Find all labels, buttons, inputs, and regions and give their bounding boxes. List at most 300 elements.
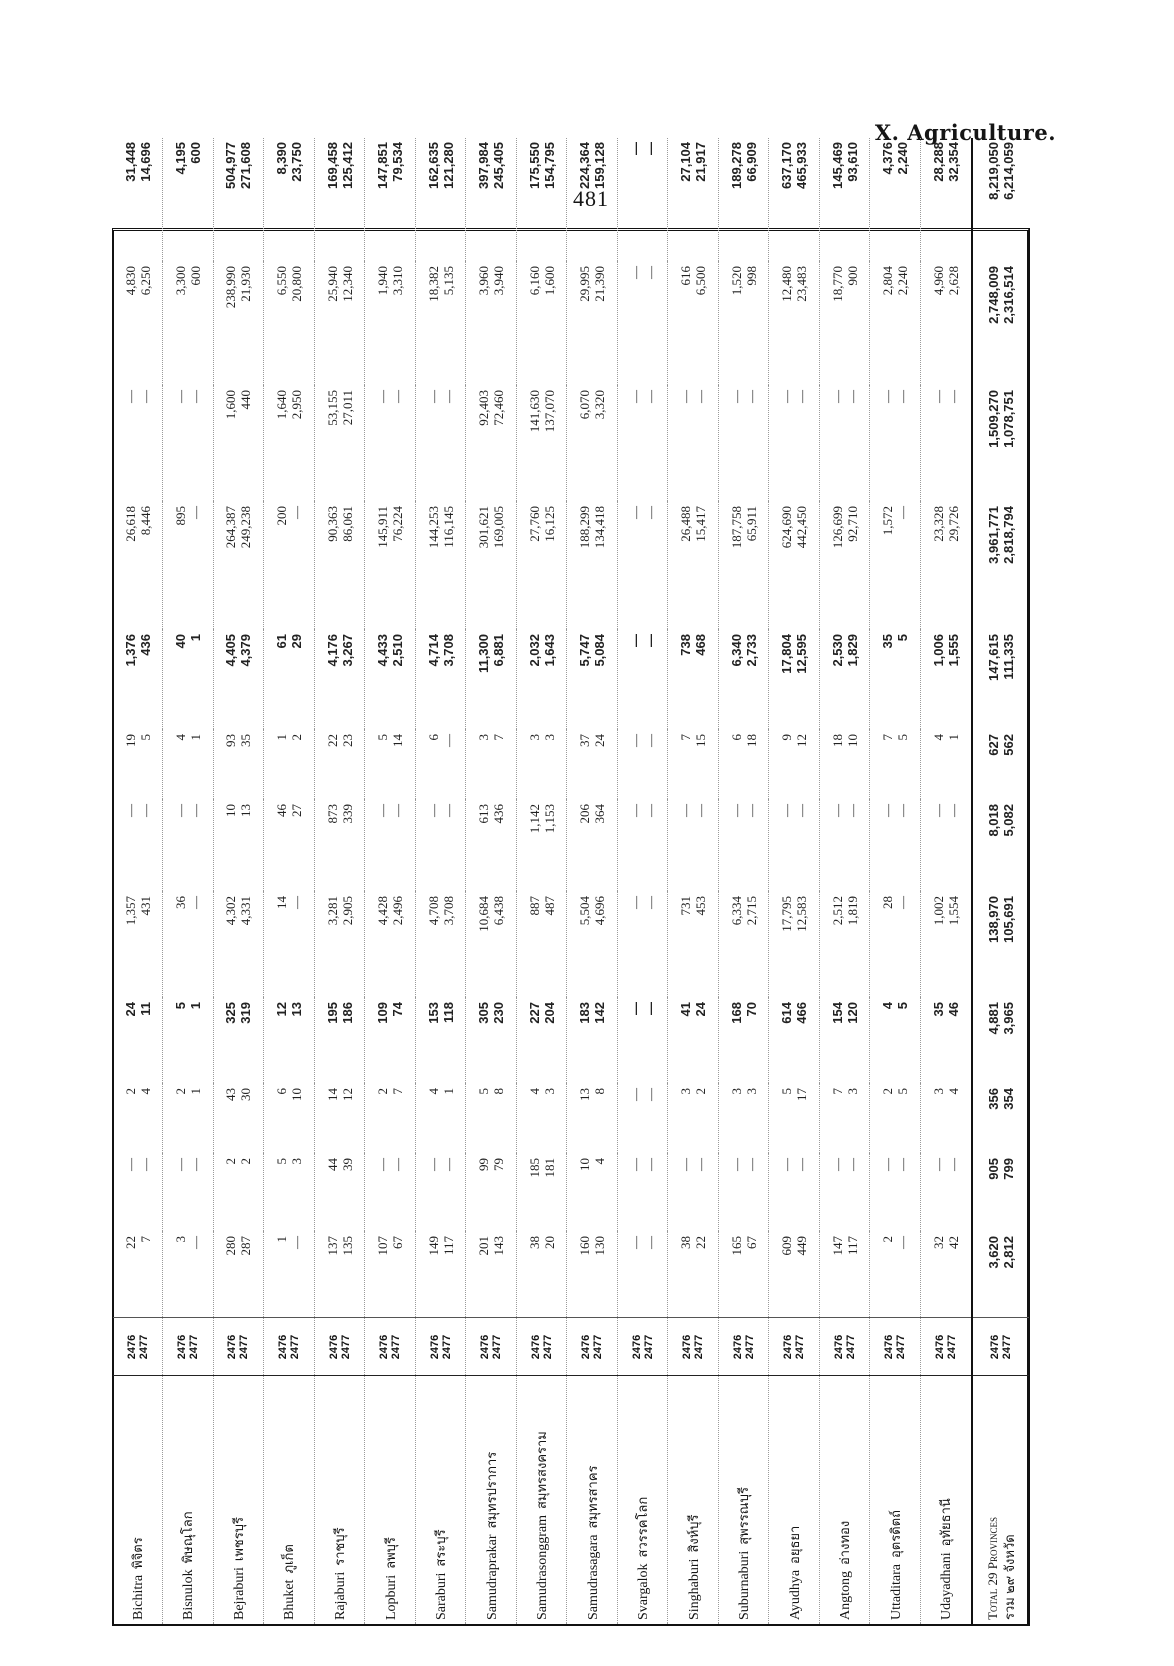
value-cell bbox=[870, 386, 921, 502]
value-2477: 2477 bbox=[693, 1334, 706, 1360]
value-2477: 12 bbox=[794, 734, 810, 747]
value-cell bbox=[668, 262, 719, 386]
value-2476: — bbox=[779, 390, 795, 403]
value-2476: — bbox=[728, 1158, 744, 1171]
value-2476: — bbox=[172, 1158, 188, 1171]
value-2476: 238,990 bbox=[223, 266, 239, 309]
value-2477: — bbox=[945, 1158, 961, 1171]
value-2476: — bbox=[627, 634, 643, 647]
value-2477: 453 bbox=[693, 896, 709, 916]
value-2477: — bbox=[642, 390, 658, 403]
value-cell bbox=[415, 1154, 466, 1232]
value-cell bbox=[769, 892, 820, 998]
table-row bbox=[819, 138, 870, 1624]
value-2476: 93 bbox=[223, 734, 239, 747]
value-2477: 74 bbox=[390, 1002, 406, 1017]
value-2477: — bbox=[288, 1236, 304, 1249]
value-cell bbox=[365, 1154, 416, 1232]
value-2476: 168 bbox=[728, 1002, 744, 1024]
value-cell bbox=[819, 800, 870, 892]
value-2476: — bbox=[375, 1158, 391, 1171]
value-2477: 5 bbox=[895, 1088, 911, 1095]
value-2476: 609 bbox=[779, 1236, 795, 1256]
value-cell bbox=[769, 262, 820, 386]
value-2477: 7 bbox=[137, 1236, 153, 1243]
value-2477: 8 bbox=[491, 1088, 507, 1095]
value-cell bbox=[415, 1232, 466, 1318]
value-2477: 2477 bbox=[440, 1334, 453, 1360]
value-2476: 4,433 bbox=[375, 634, 391, 667]
value-2477: 46 bbox=[945, 1002, 961, 1017]
total-label-th: รวม ๒๙ จังหวัด bbox=[1001, 1534, 1017, 1620]
value-2477: 3 bbox=[743, 1088, 759, 1095]
value-2476: — bbox=[930, 390, 946, 403]
value-2477: 2,733 bbox=[743, 634, 759, 667]
value-2476: 41 bbox=[678, 1002, 694, 1017]
value-cell bbox=[516, 800, 567, 892]
value-2476: — bbox=[172, 390, 188, 403]
value-2476: 5 bbox=[273, 1158, 289, 1165]
value-2476: 2476 bbox=[226, 1334, 239, 1360]
value-2476: 2 bbox=[880, 1088, 896, 1095]
value-2477: — bbox=[390, 1158, 406, 1171]
value-2477: — bbox=[137, 390, 153, 403]
value-2476: 138,970 bbox=[985, 896, 1001, 943]
value-2477: — bbox=[642, 896, 658, 909]
value-2477: 2,715 bbox=[743, 896, 759, 926]
value-2476: — bbox=[627, 142, 643, 155]
year-cell bbox=[920, 1318, 971, 1376]
value-2476: 35 bbox=[930, 1002, 946, 1017]
value-cell bbox=[415, 1084, 466, 1154]
value-cell bbox=[113, 800, 163, 892]
value-cell bbox=[668, 1232, 719, 1318]
value-cell bbox=[466, 502, 517, 630]
value-cell bbox=[213, 630, 264, 730]
value-2476: 5 bbox=[779, 1088, 795, 1095]
value-cell bbox=[718, 998, 769, 1084]
table-viewport bbox=[113, 142, 1029, 1624]
value-cell bbox=[113, 998, 163, 1084]
province-cell bbox=[920, 1376, 971, 1624]
value-2477: 6,881 bbox=[491, 634, 507, 667]
province-cell bbox=[718, 1376, 769, 1624]
value-2477: 2 bbox=[288, 734, 304, 741]
total-label-en: Total 29 Provinces bbox=[984, 1517, 1000, 1620]
total-value-cell bbox=[972, 892, 1029, 998]
value-2476: — bbox=[122, 1158, 138, 1171]
value-2476: 2476 bbox=[125, 1334, 138, 1360]
value-2476: 2476 bbox=[276, 1334, 289, 1360]
value-2476: 137 bbox=[324, 1236, 340, 1256]
value-2476: 3,961,771 bbox=[985, 506, 1001, 564]
value-cell bbox=[415, 892, 466, 998]
value-cell bbox=[415, 502, 466, 630]
value-2477: 900 bbox=[844, 266, 860, 286]
value-cell bbox=[617, 502, 668, 630]
value-2476: 2476 bbox=[378, 1334, 391, 1360]
value-2477: — bbox=[642, 634, 658, 647]
value-2476: 4,376 bbox=[880, 142, 896, 175]
value-cell bbox=[567, 138, 618, 262]
value-2477: 2477 bbox=[288, 1334, 301, 1360]
value-2477: 2477 bbox=[895, 1334, 908, 1360]
value-2477: 3,310 bbox=[390, 266, 406, 296]
value-2477: 105,691 bbox=[1000, 896, 1016, 943]
value-2477: — bbox=[288, 506, 304, 519]
value-2476: 53,155 bbox=[324, 390, 340, 426]
value-cell bbox=[617, 138, 668, 262]
value-2477: 1,555 bbox=[945, 634, 961, 667]
value-2477: 2477 bbox=[390, 1334, 403, 1360]
value-2476: 2476 bbox=[479, 1334, 492, 1360]
province-thai-name: ราชบุรี bbox=[333, 1527, 348, 1566]
value-2476: 206 bbox=[577, 804, 593, 824]
value-cell bbox=[365, 630, 416, 730]
value-2477: 468 bbox=[693, 634, 709, 656]
value-2476: 1,357 bbox=[122, 896, 138, 926]
value-cell bbox=[819, 262, 870, 386]
value-2477: 135 bbox=[339, 1236, 355, 1256]
value-2477: 79,534 bbox=[390, 142, 406, 182]
value-2476: — bbox=[829, 804, 845, 817]
value-cell bbox=[617, 1084, 668, 1154]
value-cell bbox=[516, 262, 567, 386]
value-2477: — bbox=[642, 1002, 658, 1015]
value-2477: 442,450 bbox=[794, 506, 810, 549]
value-cell bbox=[213, 1232, 264, 1318]
value-2476: 2,032 bbox=[526, 634, 542, 667]
value-2477: 21,390 bbox=[592, 266, 608, 302]
value-2477: 5,082 bbox=[1000, 804, 1016, 837]
value-2477: — bbox=[794, 804, 810, 817]
value-2477: 1 bbox=[187, 734, 203, 741]
value-2476: 3 bbox=[728, 1088, 744, 1095]
value-2476: 44 bbox=[324, 1158, 340, 1171]
value-2477: 8,446 bbox=[137, 506, 153, 536]
value-2477: — bbox=[895, 896, 911, 909]
province-thai-name: อยุธยา bbox=[787, 1525, 803, 1564]
table-row bbox=[668, 138, 719, 1624]
value-cell bbox=[668, 630, 719, 730]
value-2477: 1 bbox=[187, 1088, 203, 1095]
value-2476: 2476 bbox=[988, 1334, 1001, 1360]
value-2476: — bbox=[627, 896, 643, 909]
value-2476: 92,403 bbox=[476, 390, 492, 426]
value-2477: 7 bbox=[491, 734, 507, 741]
value-2476: 2 bbox=[122, 1088, 138, 1095]
value-2477: — bbox=[743, 390, 759, 403]
value-2477: 12,583 bbox=[794, 896, 810, 932]
value-2477: 2,818,794 bbox=[1000, 506, 1016, 564]
value-2477: — bbox=[693, 1158, 709, 1171]
value-cell bbox=[314, 630, 365, 730]
value-cell bbox=[819, 502, 870, 630]
table-row bbox=[718, 138, 769, 1624]
value-2476: 147 bbox=[829, 1236, 845, 1256]
value-cell bbox=[567, 386, 618, 502]
value-cell bbox=[870, 262, 921, 386]
value-cell bbox=[113, 1084, 163, 1154]
province-name: Uttaditara bbox=[888, 1564, 904, 1620]
value-cell bbox=[365, 1084, 416, 1154]
value-2476: 6 bbox=[425, 734, 441, 741]
province-name: Samudrasonggram bbox=[535, 1515, 551, 1620]
value-2477: 13 bbox=[238, 804, 254, 817]
value-2477: — bbox=[187, 1158, 203, 1171]
value-cell bbox=[213, 1084, 264, 1154]
year-cell bbox=[718, 1318, 769, 1376]
value-cell bbox=[213, 998, 264, 1084]
value-cell bbox=[819, 1232, 870, 1318]
value-2477: 4 bbox=[137, 1088, 153, 1095]
value-2476: 7 bbox=[829, 1088, 845, 1095]
value-cell bbox=[516, 998, 567, 1084]
value-cell bbox=[870, 800, 921, 892]
value-2476: 12 bbox=[273, 1002, 289, 1017]
value-2477: 30 bbox=[238, 1088, 254, 1101]
value-2477: 66,909 bbox=[743, 142, 759, 182]
value-2476: 195 bbox=[324, 1002, 340, 1024]
value-cell bbox=[668, 892, 719, 998]
value-cell bbox=[668, 386, 719, 502]
province-cell bbox=[870, 1376, 921, 1624]
value-cell bbox=[668, 1084, 719, 1154]
value-2477: 2477 bbox=[1000, 1334, 1013, 1360]
value-2477: 8 bbox=[592, 1088, 608, 1095]
value-2476: — bbox=[829, 1158, 845, 1171]
value-2476: 26,618 bbox=[122, 506, 138, 542]
value-2477: 2 bbox=[693, 1088, 709, 1095]
value-cell bbox=[617, 800, 668, 892]
value-2476: 2476 bbox=[933, 1334, 946, 1360]
value-2476: 23,328 bbox=[930, 506, 946, 542]
value-cell bbox=[617, 262, 668, 386]
value-cell bbox=[163, 1232, 214, 1318]
value-2477: 2477 bbox=[844, 1334, 857, 1360]
value-2477: 2,950 bbox=[288, 390, 304, 420]
value-2476: 61 bbox=[273, 634, 289, 649]
value-cell bbox=[819, 892, 870, 998]
value-2476: — bbox=[627, 266, 643, 279]
value-cell bbox=[314, 262, 365, 386]
value-2477: 600 bbox=[187, 266, 203, 286]
value-cell bbox=[466, 800, 517, 892]
value-2476: 2 bbox=[223, 1158, 239, 1165]
value-2476: 17,804 bbox=[779, 634, 795, 674]
value-cell bbox=[314, 892, 365, 998]
province-name: Suburnaburi bbox=[737, 1550, 753, 1620]
value-2476: 18 bbox=[829, 734, 845, 747]
value-cell bbox=[516, 1232, 567, 1318]
value-2477: — bbox=[642, 1236, 658, 1249]
value-cell bbox=[163, 730, 214, 800]
value-2477: 4 bbox=[945, 1088, 961, 1095]
year-cell bbox=[163, 1318, 214, 1376]
value-2477: — bbox=[187, 804, 203, 817]
value-2477: 230 bbox=[491, 1002, 507, 1024]
value-2476: 738 bbox=[678, 634, 694, 656]
value-2477: 271,608 bbox=[238, 142, 254, 189]
province-thai-name: สวรรคโลก bbox=[636, 1496, 652, 1558]
value-cell bbox=[516, 630, 567, 730]
value-2477: — bbox=[642, 142, 658, 155]
value-2477: 93,610 bbox=[844, 142, 860, 182]
year-cell bbox=[314, 1318, 365, 1376]
value-cell bbox=[264, 800, 315, 892]
value-2477: 117 bbox=[440, 1236, 456, 1256]
value-2476: 27,104 bbox=[678, 142, 694, 182]
value-2476: 1,520 bbox=[728, 266, 744, 296]
value-2476: 4 bbox=[425, 1088, 441, 1095]
value-cell bbox=[314, 386, 365, 502]
value-2476: 18,382 bbox=[425, 266, 441, 302]
value-2476: 2476 bbox=[681, 1334, 694, 1360]
value-cell bbox=[163, 502, 214, 630]
value-cell bbox=[213, 262, 264, 386]
value-cell bbox=[415, 262, 466, 386]
value-2476: 614 bbox=[779, 1002, 795, 1024]
value-2477: — bbox=[844, 390, 860, 403]
value-cell bbox=[718, 892, 769, 998]
value-2477: 15,417 bbox=[693, 506, 709, 542]
province-cell bbox=[567, 1376, 618, 1624]
value-2476: 28,288 bbox=[930, 142, 946, 182]
value-cell bbox=[466, 262, 517, 386]
value-2477: 18 bbox=[743, 734, 759, 747]
value-2477: 364 bbox=[592, 804, 608, 824]
value-cell bbox=[668, 800, 719, 892]
value-2476: 887 bbox=[526, 896, 542, 916]
value-2476: 1,640 bbox=[273, 390, 289, 420]
value-2477: 3,267 bbox=[339, 634, 355, 667]
value-cell bbox=[870, 892, 921, 998]
value-cell bbox=[819, 1154, 870, 1232]
value-cell bbox=[314, 1084, 365, 1154]
value-cell bbox=[769, 138, 820, 262]
value-2476: 7 bbox=[880, 734, 896, 741]
value-cell bbox=[516, 892, 567, 998]
total-value-cell bbox=[972, 730, 1029, 800]
value-2477: 1 bbox=[440, 1088, 456, 1095]
value-2477: 2477 bbox=[339, 1334, 352, 1360]
value-2476: 4,881 bbox=[985, 1002, 1001, 1035]
table-row bbox=[213, 138, 264, 1624]
year-cell bbox=[617, 1318, 668, 1376]
value-2477: — bbox=[693, 390, 709, 403]
value-cell bbox=[163, 262, 214, 386]
value-2477: 5 bbox=[895, 634, 911, 642]
value-2477: — bbox=[187, 390, 203, 403]
year-cell bbox=[870, 1318, 921, 1376]
province-cell bbox=[516, 1376, 567, 1624]
table-row bbox=[163, 138, 214, 1624]
value-2476: 1,376 bbox=[122, 634, 138, 667]
value-2476: 22 bbox=[122, 1236, 138, 1249]
value-cell bbox=[213, 502, 264, 630]
value-2476: 17,795 bbox=[779, 896, 795, 932]
value-2476: 6,160 bbox=[526, 266, 542, 296]
value-cell bbox=[415, 800, 466, 892]
value-cell bbox=[213, 138, 264, 262]
value-2477: 117 bbox=[844, 1236, 860, 1256]
value-2477: 21,917 bbox=[693, 142, 709, 182]
value-2477: 14 bbox=[390, 734, 406, 747]
value-cell bbox=[516, 138, 567, 262]
value-2476: — bbox=[728, 390, 744, 403]
value-2476: — bbox=[627, 1158, 643, 1171]
province-cell bbox=[314, 1376, 365, 1624]
value-cell bbox=[920, 892, 971, 998]
value-2476: 40 bbox=[172, 634, 188, 649]
value-2477: 76,224 bbox=[390, 506, 406, 542]
value-2477: 204 bbox=[541, 1002, 557, 1024]
province-cell bbox=[213, 1376, 264, 1624]
value-2476: — bbox=[627, 804, 643, 817]
value-cell bbox=[718, 138, 769, 262]
value-cell bbox=[365, 730, 416, 800]
value-2476: 90,363 bbox=[324, 506, 340, 542]
value-2476: 13 bbox=[577, 1088, 593, 1101]
table-row bbox=[769, 138, 820, 1624]
value-2477: 3,940 bbox=[491, 266, 507, 296]
value-cell bbox=[213, 892, 264, 998]
value-2476: 183 bbox=[577, 1002, 593, 1024]
value-cell bbox=[870, 630, 921, 730]
table-row bbox=[617, 138, 668, 1624]
value-cell bbox=[516, 386, 567, 502]
value-2476: 43 bbox=[223, 1088, 239, 1101]
value-2477: 449 bbox=[794, 1236, 810, 1256]
table-row bbox=[567, 138, 618, 1624]
value-cell bbox=[567, 892, 618, 998]
value-2477: — bbox=[895, 804, 911, 817]
value-cell bbox=[718, 1154, 769, 1232]
value-2476: 2,512 bbox=[829, 896, 845, 926]
value-2477: 3 bbox=[288, 1158, 304, 1165]
value-cell bbox=[718, 386, 769, 502]
value-2477: 6,214,059 bbox=[1000, 142, 1016, 200]
province-name: Bichitra bbox=[131, 1574, 147, 1620]
value-cell bbox=[113, 1154, 163, 1232]
value-2476: 7 bbox=[678, 734, 694, 741]
value-2476: 4 bbox=[526, 1088, 542, 1095]
province-cell bbox=[113, 1376, 163, 1624]
value-cell bbox=[769, 630, 820, 730]
value-2476: 8,390 bbox=[273, 142, 289, 175]
value-2476: 38 bbox=[678, 1236, 694, 1249]
value-2476: 356 bbox=[985, 1088, 1001, 1110]
value-2476: — bbox=[627, 1002, 643, 1015]
province-thai-name: สมุทรสงคราม bbox=[535, 1431, 551, 1510]
value-2476: — bbox=[627, 1236, 643, 1249]
province-name: Ayudhya bbox=[787, 1569, 803, 1620]
year-cell bbox=[819, 1318, 870, 1376]
value-2477: 20 bbox=[541, 1236, 557, 1249]
value-2477: 2,240 bbox=[895, 266, 911, 296]
value-cell bbox=[264, 386, 315, 502]
value-2476: 1,600 bbox=[223, 390, 239, 420]
value-2477: — bbox=[844, 1158, 860, 1171]
province-cell bbox=[668, 1376, 719, 1624]
province-name: Udayadhani bbox=[939, 1552, 955, 1620]
value-cell bbox=[466, 138, 517, 262]
value-2477: 23,483 bbox=[794, 266, 810, 302]
value-2477: 120 bbox=[844, 1002, 860, 1024]
year-cell bbox=[516, 1318, 567, 1376]
year-cell bbox=[365, 1318, 416, 1376]
value-2477: 6,250 bbox=[137, 266, 153, 296]
